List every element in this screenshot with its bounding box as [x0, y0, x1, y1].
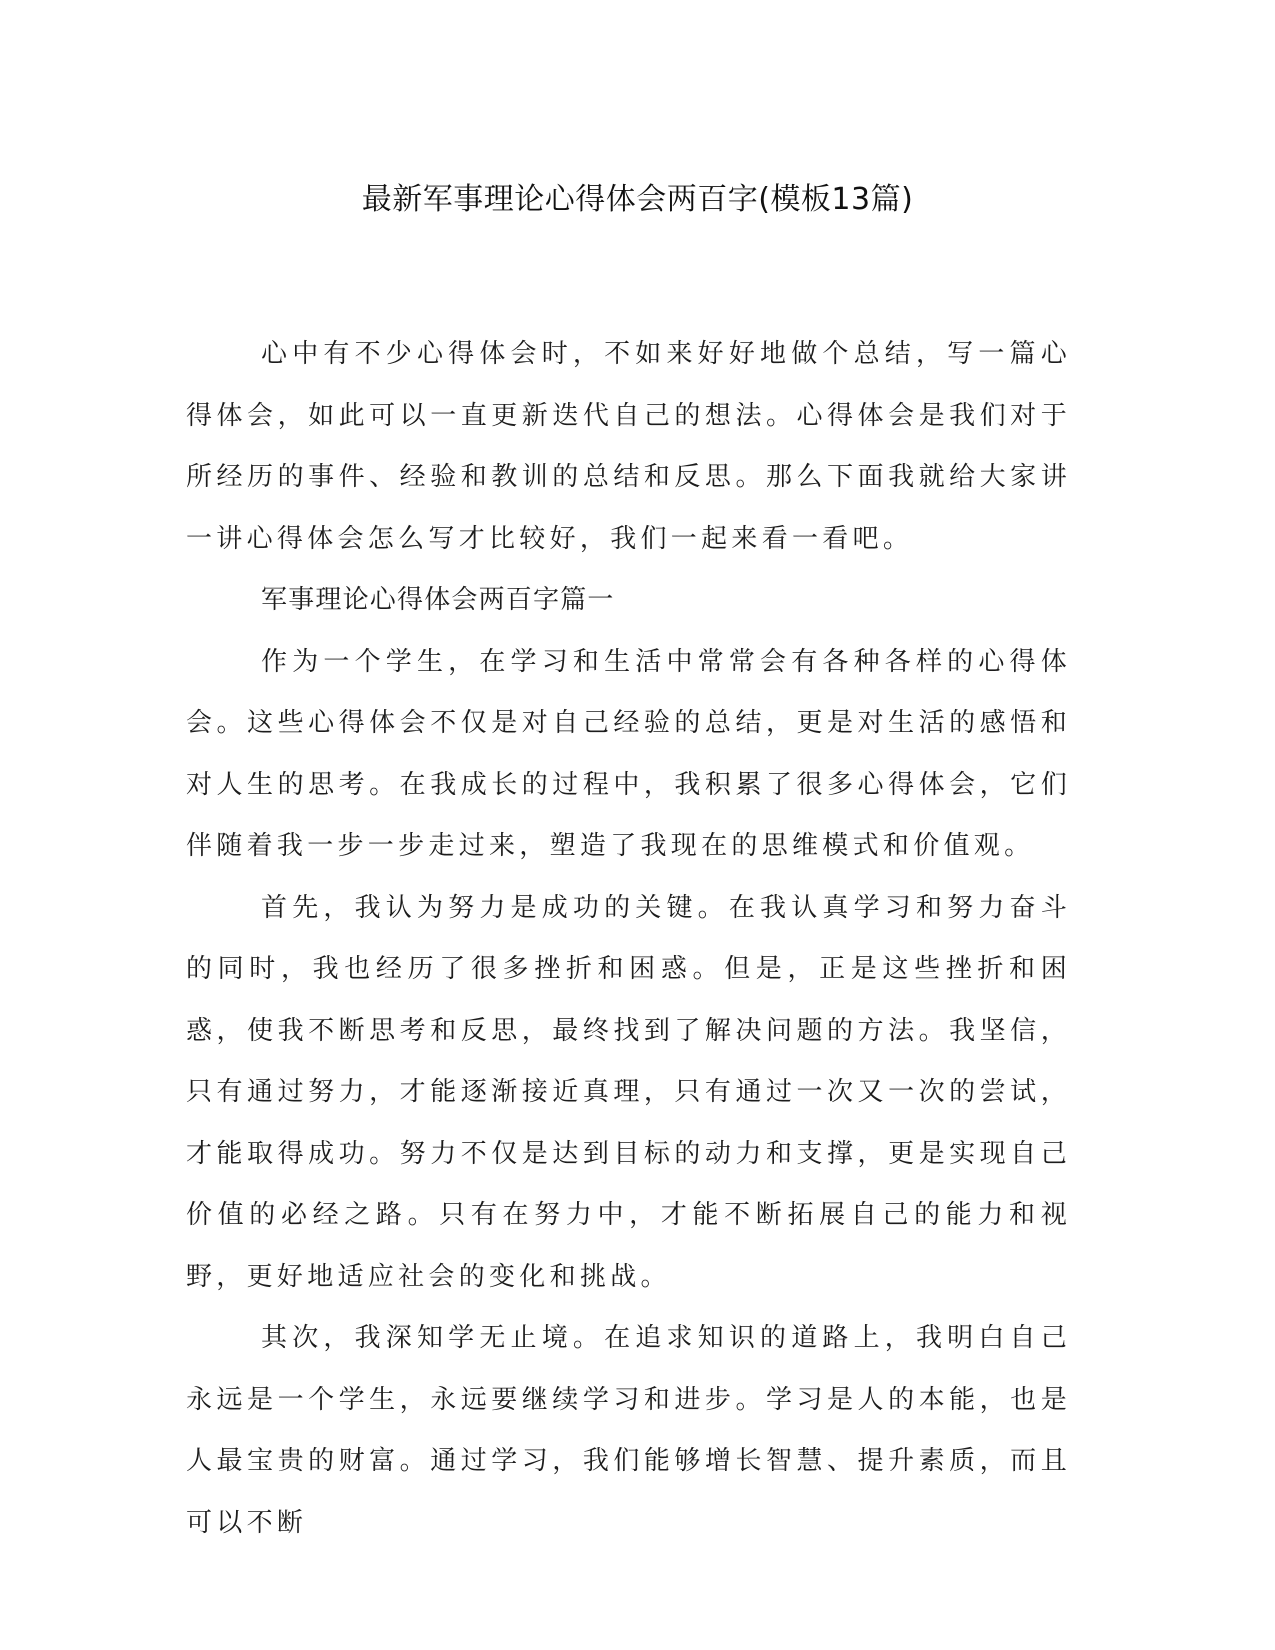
- intro-paragraph: 心中有不少心得体会时，不如来好好地做个总结，写一篇心得体会，如此可以一直更新迭代自己的想法。心得体会是我们对于所经历的事件、经验和教训的总结和反思。那么下面我就给大家讲一讲心得体会怎么写才比较好，我们一起来看一看吧。: [186, 339, 1071, 554]
- section-heading: 军事理论心得体会两百字篇一: [261, 585, 615, 615]
- document-body: [186, 324, 1071, 1554]
- document-title: 最新军事理论心得体会两百字(模板13篇): [361, 182, 914, 217]
- body-paragraph-1: 作为一个学生，在学习和生活中常常会有各种各样的心得体会。这些心得体会不仅是对自己经验的总结，更是对生活的感悟和对人生的思考。在我成长的过程中，我积累了很多心得体会，它们伴随着我一步一步走过来，塑造了我现在的思维模式和价值观。: [186, 646, 1071, 861]
- body-paragraph-2: 首先，我认为努力是成功的关键。在我认真学习和努力奋斗的同时，我也经历了很多挫折和困惑。但是，正是这些挫折和困惑，使我不断思考和反思，最终找到了解决问题的方法。我坚信，只有通过努力，才能逐渐接近真理，只有通过一次又一次的尝试，才能取得成功。努力不仅是达到目标的动力和支撑，更是实现自己价值的必经之路。只有在努力中，才能不断拓展自己的能力和视野，更好地适应社会的变化和挑战。: [186, 892, 1071, 1292]
- body-paragraph-3: 其次，我深知学无止境。在追求知识的道路上，我明白自己永远是一个学生，永远要继续学习和进步。学习是人的本能，也是人最宝贵的财富。通过学习，我们能够增长智慧、提升素质，而且可以不断: [186, 1323, 1071, 1538]
